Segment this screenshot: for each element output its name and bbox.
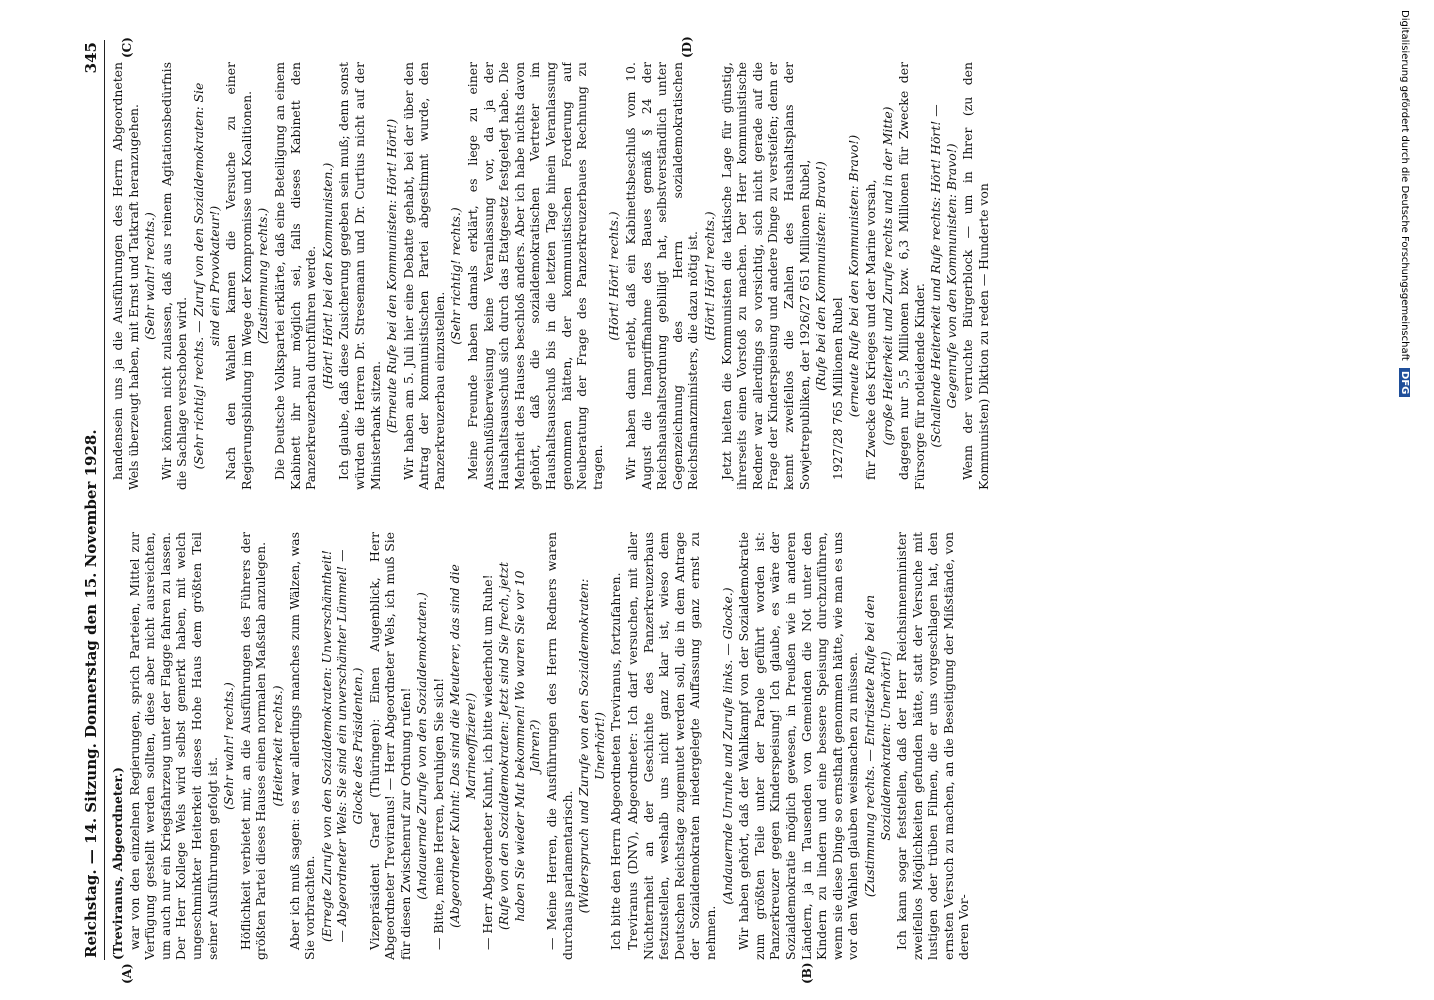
paragraph: handensein uns ja die Ausführungen des Herrn Abgeordneten Wels überzeugt haben, mit Ernst und Tatkraft heranzugehen.	[110, 62, 141, 490]
interjection: (Andauernde Unruhe und Zurufe links. — Glocke.)	[719, 587, 735, 905]
interjection: (Sehr richtig! rechts.)	[448, 207, 464, 345]
paragraph: war von den einzelnen Regierungen, sprich Parteien, Mittel zur Verfügung gestellt werden sollten, diese aber nicht ausreichten, um auch nur ein Kriegsfahrzeug unter der Flagge fahren zu lassen. Der Herr Kollege Wels wird selbst gemerkt haben, mit welch ungeschminkter Heiterkeit dieses Hohe Haus dem größten Teil seiner Ausführungen gefolgt ist.	[126, 532, 220, 960]
interjection: (erneute Rufe bei den Kommunisten: Bravo!)	[846, 134, 862, 418]
funding-note: Digitalisierung gefördert durch die Deutsche Forschungsgemeinschaft	[1399, 10, 1410, 361]
paragraph: Wir haben am 5. Juli hier eine Debatte gehabt, bei der über den Antrag der kommunistischen Partei abgestimmt wurde, den Panzerkreuzerbau einzustellen.	[400, 62, 447, 490]
paragraph: Höflichkeit verbietet mir, an die Ausführungen des Führers der größten Partei dieses Hauses einen normalen Maßstab anzulegen.	[237, 532, 269, 960]
interjection: (Widerspruch und Zurufe von den Sozialdemokraten: Unerhört!)	[576, 578, 607, 914]
interjection: (Hört! Hört! rechts.)	[606, 211, 622, 341]
margin-marker-c: (C)	[120, 37, 134, 58]
page-header	[80, 40, 105, 960]
paragraph: Jetzt hielten die Kommunisten die taktische Lage für günstig, ihrerseits einen Vorstoß zu machen. Der Herr kommunistische Redner war allerdings so vorsichtig, sich nicht gerade auf die Frage der Kinderspeisung und andere Dinge zu versteifen; denn er kennt zweifellos die Zahlen des Haushaltsplans der Sowjetrepubliken, der 1926/27 651 Millionen Rubel,	[718, 62, 812, 490]
right-column	[110, 62, 1400, 490]
paragraph: Wenn der verruchte Bürgerblock — um in Ihrer (zu den Kommunisten) Diktion zu reden — Hunderte von	[960, 62, 992, 490]
paragraph: — Bitte, meine Herren, beruhigen Sie sich!	[430, 677, 446, 950]
paragraph: dagegen nur 5,5 Millionen bzw. 6,3 Millionen für Zwecke der Fürsorge für notleidende Kinder.	[896, 62, 927, 490]
speaker-line: (Treviranus, Abgeordneter.)	[110, 766, 125, 960]
paragraph: — Herr Abgeordneter Kuhnt, ich bitte wiederholt um Ruhe!	[479, 574, 495, 950]
interjection: (Abgeordneter Kuhnt: Das sind die Meuterer, das sind die Marineoffiziere!)	[447, 564, 479, 928]
left-column	[110, 532, 1400, 960]
margin-marker-b: (B)	[800, 962, 814, 984]
interjection: (Hört! Hört! bei den Kommunisten.)	[319, 162, 335, 390]
paragraph: Nach den Wahlen kamen die Versuche zu einer Regierungsbildung im Wege der Kompromisse und Koalitionen.	[223, 62, 254, 490]
interjection: (Erneute Rufe bei den Kommunisten: Hört! Hört!)	[384, 118, 400, 434]
interjection: (Rufe von den Sozialdemokraten: Jetzt sind Sie frech, jetzt haben Sie wieder Mut bekommen! Wo waren Sie vor 10 Jahren?)	[496, 562, 543, 930]
paragraph: Wir können nicht zulassen, daß aus reinem Agitationsbedürfnis die Sachlage verschoben wird.	[158, 62, 190, 490]
paragraph: Ich glaube, daß diese Zusicherung gegeben sein muß; denn sonst würden die Herren Dr. Stresemann und Dr. Curtius nicht auf der Ministerbank sitzen.	[336, 62, 383, 490]
paragraph: Ich kann sogar feststellen, daß der Herr Reichsinnenminister zweifellos Möglichkeiten gefunden hätte, statt der Versuche mit lustigen oder trüben Filmen, die er uns vorgeschlagen hat, den ernsten Versuch zu machen, an die Beseitigung der Mißstände, von deren Vor-	[894, 532, 972, 960]
digitization-note	[1390, 10, 1410, 990]
interjection: (Sehr richtig! rechts. — Zuruf von den Sozialdemokraten: Sie sind ein Provokateur!)	[190, 82, 222, 470]
interjection: (Zustimmung rechts. — Entrüstete Rufe bei den Sozialdemokraten: Unerhört!)	[861, 594, 893, 898]
interjection: (Schallende Heiterkeit und Rufe rechts: Hört! Hört! — Gegenrufe von den Kommunisten: Bravo!)	[928, 104, 959, 448]
header-title: Reichstag. — 14. Sitzung. Donnerstag den 15. November 1928.	[82, 429, 100, 958]
interjection: (Sehr wahr! rechts.)	[221, 682, 237, 810]
paragraph: Vizepräsident Graef (Thüringen): Einen Augenblick, Herr Abgeordneter Treviranus! — Herr Abgeordneter Wels, ich muß Sie für diesen Zwischenruf zur Ordnung rufen!	[366, 532, 413, 960]
paragraph: Wir haben gehört, daß der Wahlkampf von der Sozialdemokratie zum größten Teile unter der Parole geführt worden ist: Panzerkreuzer gegen Kinderspeisung! Ich glaube, es wäre der Sozialdemokratie möglich gewesen, in Preußen wie in anderen Ländern, ja in Tausenden von Gemeinden die Not unter den Kindern zu lindern und eine bessere Speisung durchzuführen, wenn sie diese Dinge so ernsthaft genommen hätte, wie man es uns vor den Wahlen glauben weismachen zu müssen.	[736, 532, 861, 960]
interjection: (Andauernde Zurufe von den Sozialdemokraten.)	[414, 592, 430, 900]
paragraph: — Meine Herren, die Ausführungen des Herrn Redners waren durchaus parlamentarisch.	[544, 532, 575, 960]
margin-marker-d: (D)	[680, 36, 694, 58]
paragraph: Wir haben dann erlebt, daß ein Kabinettsbeschluß vom 10. August die Inangriffnahme des Baues gemäß § 24 der Reichshaushaltsordnung gebilligt hat, selbstverständlich unter Gegenzeichnung des Herrn sozialdemokratischen Reichsfinanzministers, die dazu nötig ist.	[623, 62, 701, 490]
interjection: (große Heiterkeit und Zurufe rechts und in der Mitte)	[879, 106, 895, 446]
paragraph: Aber ich muß sagen: es war allerdings manches zum Wälzen, was Sie vorbrachten.	[286, 532, 318, 960]
paragraph: 1927/28 765 Millionen Rubel	[829, 297, 845, 480]
dfg-logo: DFG	[1399, 368, 1410, 397]
interjection: (Hört! Hört! rechts.)	[701, 211, 717, 341]
paragraph: Die Deutsche Volkspartei erklärte, daß eine Beteiligung an einem Kabinett ihr nur möglich sei, falls dieses Kabinett den Panzerkreuzerbau durchführen werde.	[271, 62, 319, 490]
paragraph: Meine Freunde haben damals erklärt, es liege zu einer Ausschußüberweisung keine Veranlassung vor, da ja der Haushaltsausschuß sich durch das Etatgesetz festgelegt habe. Die Mehrheit des Hauses beschloß anders. Aber ich habe nichts davon gehört, daß die sozialdemokratischen Vertreter im Haushaltsausschuß bis in die letzten Tage hinein Veranlassung genommen hätten, der kommunistischen Forderung auf Neuberatung der Frage des Panzerkreuzerbaues Rechnung zu tragen.	[465, 62, 605, 490]
margin-marker-a: (A)	[120, 963, 134, 984]
page-number: 345	[82, 42, 100, 74]
paragraph: Ich bitte den Herrn Abgeordneten Treviranus, fortzufahren.	[608, 572, 624, 950]
rotated-page	[80, 36, 1420, 984]
paragraph: Treviranus (DNV), Abgeordneter: Ich darf versuchen, mit aller Nüchternheit an der Geschichte des Panzerkreuzerbaus festzustellen, weshalb uns nicht ganz klar ist, wieso dem Deutschen Reichstage zugemutet werden soll, die in dem Antrage der Sozialdemokraten niedergelegte Auffassung ganz ernst zu nehmen.	[625, 532, 718, 960]
paragraph: für Zwecke des Krieges und der Marine vorsah,	[862, 179, 878, 480]
interjection: (Erregte Zurufe von den Sozialdemokraten: Unverschämtheit! — Abgeordneter Wels: Sie sind ein unverschämter Lümmel! — Glocke des Präsidenten.)	[318, 549, 365, 943]
interjection: (Sehr wahr! rechts.)	[142, 212, 158, 340]
interjection: (Rufe bei den Kommunisten: Bravo!)	[813, 161, 829, 391]
interjection: (Heiterkeit rechts.)	[269, 685, 285, 807]
interjection: (Zustimmung rechts.)	[255, 207, 271, 345]
